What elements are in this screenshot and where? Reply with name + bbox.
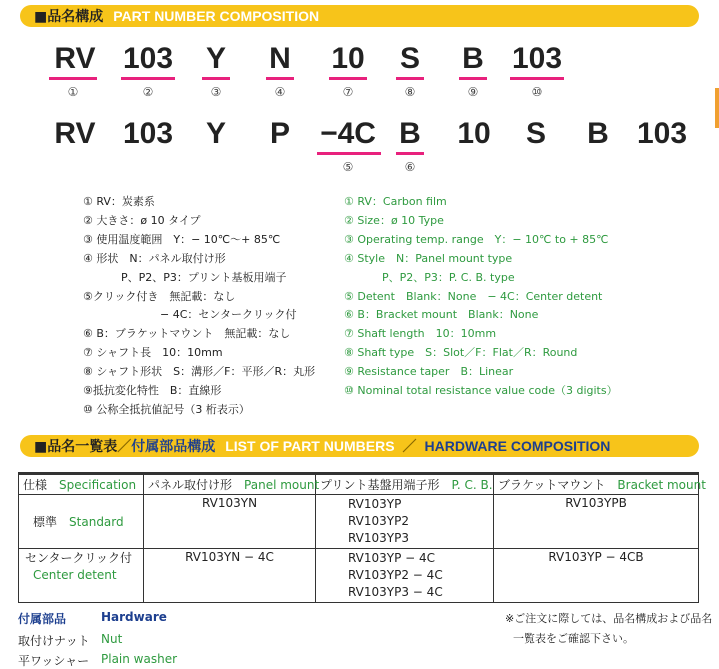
code-part: −4C	[320, 117, 376, 150]
code-underline	[510, 77, 564, 80]
code-part: RV	[54, 42, 96, 75]
position-marker: ⑧	[404, 85, 416, 99]
code-part: 10	[331, 42, 365, 75]
cell-bracket: RV103YPB	[494, 495, 699, 549]
description-line: ⑦ シャフト長 10：10mm	[83, 346, 223, 360]
cell-panel: RV103YN − 4C	[144, 549, 316, 603]
code-underline	[49, 77, 97, 80]
banner-title-ja: 付属部品構成	[131, 439, 216, 455]
description-line: P、P2、P3：P. C. B. type	[360, 270, 515, 284]
note-line: 一覧表をご確認下さい。	[513, 632, 634, 645]
code-part: 103	[122, 42, 174, 75]
code-part: P	[269, 117, 290, 150]
code-part: 103	[511, 42, 563, 75]
banner-title-en: PART NUMBER COMPOSITION	[113, 8, 320, 24]
hardware-title-ja: 付属部品	[18, 612, 67, 626]
order-note	[505, 609, 712, 649]
code-part: Y	[205, 117, 226, 150]
code-part: Y	[205, 42, 226, 75]
description-line: ③ 使用温度範囲 Y：− 10℃～+ 85℃	[83, 232, 281, 246]
description-line: ⑩ 公称全抵抗値記号（3 桁表示）	[83, 402, 250, 416]
code-underline	[121, 77, 175, 80]
banner-separator: ／	[117, 439, 132, 455]
hardware-item-ja: 取付けナット	[18, 634, 90, 648]
description-line: P、P2、P3：プリント基板用端子	[99, 270, 287, 284]
cell-pcb	[316, 495, 494, 549]
pcb-part: RV103YP − 4C	[348, 551, 436, 565]
position-marker: ①	[67, 85, 79, 99]
position-marker: ⑨	[467, 85, 479, 99]
hardware-title-en: Hardware	[101, 610, 167, 624]
position-marker: ②	[142, 85, 154, 99]
code-part: S	[525, 117, 546, 150]
banner-title-ja: ■品名一覧表	[34, 439, 118, 455]
row-spec-center-detent: センタークリック付 Center detent	[19, 549, 144, 603]
description-line: ⑥ B：ブラケットマウント 無記載：なし	[83, 327, 291, 341]
header-bracket-mount: ブラケットマウント Bracket mount	[494, 474, 699, 495]
description-line: ⑧ Shaft type S：Slot／F：Flat／R：Round	[344, 346, 578, 360]
code-part: 103	[122, 117, 174, 150]
description-line: − 4C：センタークリック付	[83, 308, 297, 322]
code-part: B	[462, 42, 484, 75]
code-underline	[459, 77, 487, 80]
table-header-row	[19, 474, 699, 495]
code-underline	[329, 77, 367, 80]
description-line: ⑤ Detent Blank：None − 4C：Center detent	[344, 289, 603, 303]
page-edge-stripe	[715, 88, 719, 128]
code-underline	[266, 77, 294, 80]
description-line: ⑨抵抗変化特性 B：直線形	[83, 384, 222, 398]
description-list-en	[344, 193, 618, 401]
description-line: ⑥ B：Bracket mount Blank：None	[344, 308, 539, 322]
code-underline	[396, 77, 424, 80]
code-part: B	[399, 117, 421, 150]
description-line: ⑤クリック付き 無記載：なし	[83, 289, 236, 303]
part-number-table	[18, 472, 706, 603]
banner-title-en: LIST OF PART NUMBERS	[225, 438, 395, 454]
header-panel-mount: パネル取付け形 Panel mount	[144, 474, 316, 495]
position-marker: ⑦	[342, 85, 354, 99]
code-part: B	[587, 117, 609, 150]
code-part: S	[399, 42, 420, 75]
part-list-banner	[20, 435, 699, 457]
row-spec-standard: 標準 Standard	[19, 495, 144, 549]
position-marker: ④	[274, 85, 286, 99]
note-line: ※ご注文に際しては、品名構成および品名	[505, 612, 713, 625]
table-row	[19, 549, 699, 603]
code-part: 103	[636, 117, 688, 150]
code-part: N	[269, 42, 291, 75]
code-underline	[202, 77, 230, 80]
position-marker: ⑥	[404, 160, 416, 174]
pcb-part: RV103YP3 − 4C	[348, 585, 443, 599]
banner-separator: ／	[402, 439, 417, 455]
header-specification: 仕様 Specification	[19, 474, 144, 495]
pcb-part: RV103YP2	[348, 514, 409, 528]
banner-title-ja: ■品名構成	[34, 9, 104, 25]
code-part: 10	[457, 117, 491, 150]
description-line: ④ 形状 N：パネル取付け形	[83, 251, 226, 265]
cell-pcb	[316, 549, 494, 603]
hardware-item-en: Nut	[101, 632, 123, 646]
cell-bracket: RV103YP − 4CB	[494, 549, 699, 603]
table-row	[19, 495, 699, 549]
code-underline	[396, 152, 424, 155]
description-line: ⑦ Shaft length 10：10mm	[344, 327, 497, 341]
position-marker: ⑩	[531, 85, 543, 99]
hardware-item-en: Plain washer	[101, 652, 178, 666]
description-line: ② 大きさ：ø 10 タイプ	[83, 213, 201, 227]
description-line: ⑩ Nominal total resistance value code（3 digits）	[344, 384, 618, 398]
description-list-ja	[83, 193, 315, 420]
position-marker: ⑤	[342, 160, 354, 174]
pcb-part: RV103YP2 − 4C	[348, 568, 443, 582]
description-line: ⑨ Resistance taper B：Linear	[344, 365, 514, 379]
header-pcb: プリント基盤用端子形 P. C. B.	[316, 474, 494, 495]
description-line: ③ Operating temp. range Y：− 10℃ to + 85℃	[344, 232, 609, 246]
cell-panel: RV103YN	[144, 495, 316, 549]
code-underline	[317, 152, 381, 155]
banner-title-en: HARDWARE COMPOSITION	[424, 438, 611, 454]
description-line: ② Size：ø 10 Type	[344, 213, 444, 227]
position-marker: ③	[210, 85, 222, 99]
pcb-part: RV103YP3	[348, 531, 409, 545]
description-line: ⑧ シャフト形状 S：溝形／F：平形／R：丸形	[83, 365, 316, 379]
code-part: RV	[54, 117, 96, 150]
description-line: ④ Style N：Panel mount type	[344, 251, 513, 265]
description-line: ① RV：Carbon film	[344, 195, 447, 208]
part-number-banner	[20, 5, 699, 27]
hardware-item-ja: 平ワッシャー	[18, 654, 90, 668]
pcb-part: RV103YP	[348, 497, 402, 511]
description-line: ① RV：炭素系	[83, 195, 155, 208]
